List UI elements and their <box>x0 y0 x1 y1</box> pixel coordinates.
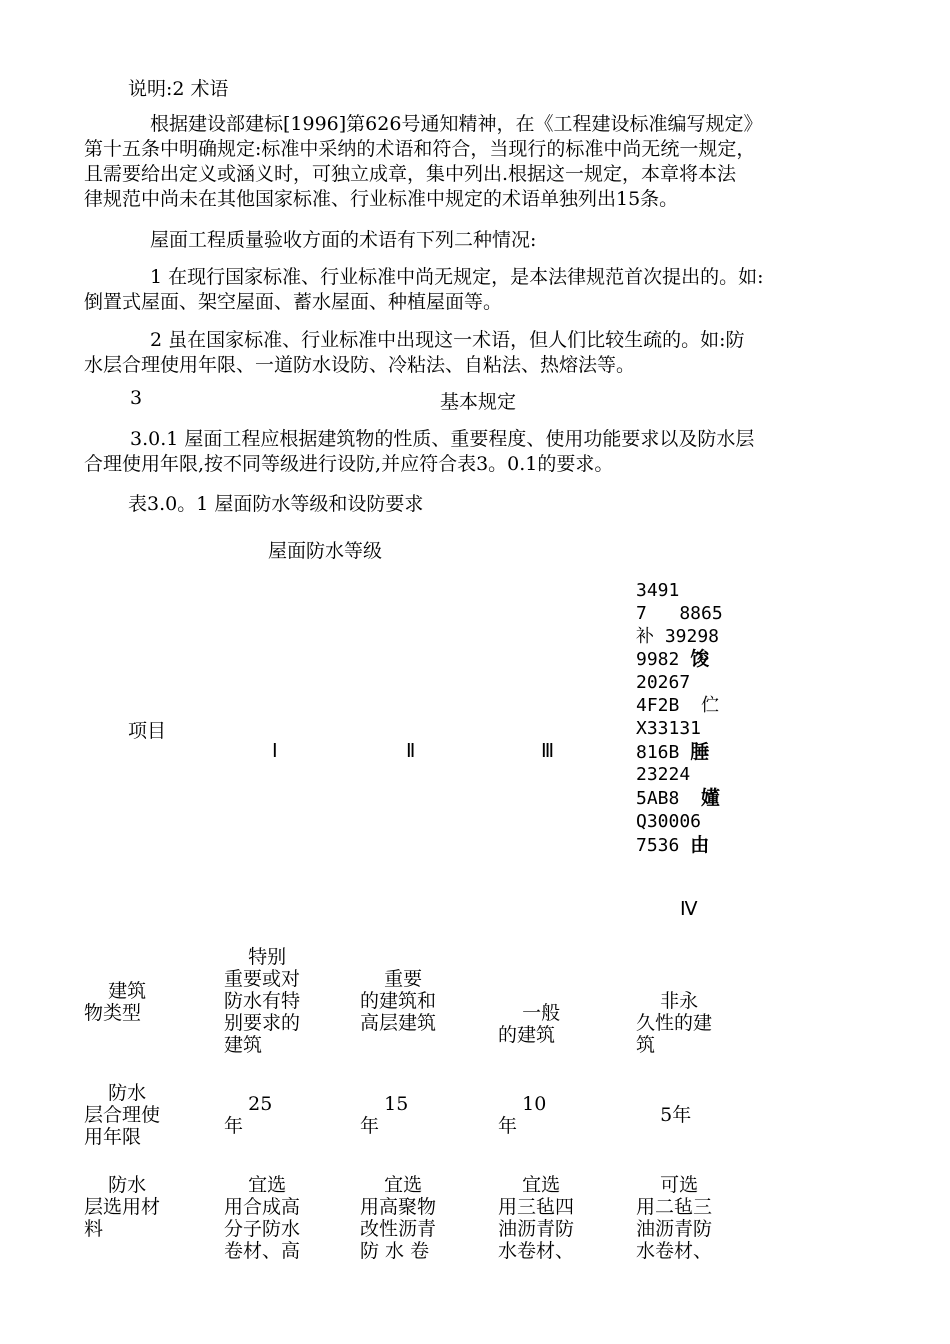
garbled-line: 补 39298 <box>636 625 720 647</box>
cell-line: 分子防水 <box>224 1218 301 1240</box>
para-line: 第十五条中明确规定:标准中采纳的术语和符合，当现行的标准中尚无统一规定， <box>84 138 756 160</box>
table-cell <box>360 968 436 1034</box>
garbled-line: 816B 腄 <box>636 740 710 763</box>
cell-line: 防水 <box>84 1174 147 1196</box>
level-2: Ⅱ <box>406 741 416 762</box>
table-cell <box>360 1093 408 1137</box>
level-3: Ⅲ <box>541 741 555 762</box>
garbled-line: 20267 <box>636 672 691 694</box>
cell-line: 久性的建 <box>636 1012 713 1034</box>
garbled-line: 7536 由 <box>636 833 710 856</box>
table-cell <box>498 1093 546 1137</box>
cell-line: 防水有特 <box>224 990 301 1012</box>
cell-line: 物类型 <box>84 1002 142 1024</box>
cell-line: 层选用材 <box>84 1196 161 1218</box>
garbled-line: X33131 <box>636 717 702 739</box>
cell-line: 重要或对 <box>224 968 301 990</box>
cell-line: 用年限 <box>84 1126 142 1148</box>
table-cell <box>498 1174 574 1262</box>
item-line: 水层合理使用年限、一道防水设防、冷粘法、自粘法、热熔法等。 <box>84 354 636 376</box>
cell-line: 10 <box>498 1093 547 1115</box>
cell-line: 防 水 卷 <box>360 1240 430 1262</box>
para-line: 律规范中尚未在其他国家标准、行业标准中规定的术语单独列出15条。 <box>84 188 679 210</box>
para-line: 根据建设部建标[1996]第626号通知精神，在《工程建设标准编写规定》 <box>150 113 763 135</box>
cell-line: 年 <box>498 1115 518 1137</box>
item-header: 项目 <box>128 720 167 742</box>
cell-line: 水卷材、 <box>498 1240 575 1262</box>
table-cell <box>224 1093 272 1137</box>
table-cell <box>636 990 712 1056</box>
cell-line: 的建筑和 <box>360 990 437 1012</box>
garbled-line: Q30006 <box>636 810 702 832</box>
clause-line: 合理使用年限,按不同等级进行设防,并应符合表3。0.1的要求。 <box>84 453 614 475</box>
cell-line: 料 <box>84 1218 104 1240</box>
cell-line: 用高聚物 <box>360 1196 437 1218</box>
garbled-line: 9982 馂 <box>636 648 710 671</box>
level-1: Ⅰ <box>272 741 278 762</box>
cell-line: 油沥青防 <box>636 1218 713 1240</box>
cell-line: 水卷材、 <box>636 1240 713 1262</box>
cell-line: 建筑 <box>224 1034 263 1056</box>
cell-line: 用二毡三 <box>636 1196 713 1218</box>
table-caption: 表3.0。1 屋面防水等级和设防要求 <box>128 493 424 515</box>
cell-line: 宜选 <box>498 1174 561 1196</box>
item-line: 2 虽在国家标准、行业标准中出现这一术语，但人们比较生疏的。如:防 <box>150 329 745 351</box>
clause-line: 3.0.1 屋面工程应根据建筑物的性质、重要程度、使用功能要求以及防水层 <box>130 428 755 450</box>
table-cell <box>498 1002 560 1046</box>
table-cell <box>224 946 300 1056</box>
garbled-line: 5AB8 嬞 <box>636 787 721 810</box>
para-line: 且需要给出定义或涵义时，可独立成章，集中列出.根据这一规定，本章将本法 <box>84 163 737 185</box>
cell-line: 特别 <box>224 946 287 968</box>
cell-line: 别要求的 <box>224 1012 301 1034</box>
cell-line: 非永 <box>636 990 699 1012</box>
table-cell <box>636 1174 712 1262</box>
garbled-line: 23224 <box>636 764 691 786</box>
cell-line: 宜选 <box>360 1174 423 1196</box>
row-label <box>84 1082 160 1148</box>
table-cell <box>636 1104 691 1126</box>
garbled-line: 3491 <box>636 580 680 601</box>
row-label <box>84 980 146 1024</box>
garbled-line: 4F2B 伫 <box>636 694 720 716</box>
table-cell <box>224 1174 300 1262</box>
cell-line: 卷材、高 <box>224 1240 301 1262</box>
cell-line: 可选 <box>636 1174 699 1196</box>
cell-line: 用合成高 <box>224 1196 301 1218</box>
cell-line: 一般 <box>498 1002 561 1024</box>
cell-line: 高层建筑 <box>360 1012 437 1034</box>
chapter-title: 基本规定 <box>440 391 517 413</box>
cell-line: 改性沥青 <box>360 1218 437 1240</box>
section-heading: 说明:2 术语 <box>128 78 229 100</box>
table-header-group: 屋面防水等级 <box>268 540 383 562</box>
row-label <box>84 1174 160 1240</box>
cell-line: 5年 <box>636 1104 692 1126</box>
cell-line: 油沥青防 <box>498 1218 575 1240</box>
cell-line: 用三毡四 <box>498 1196 575 1218</box>
cell-line: 年 <box>360 1115 380 1137</box>
paragraph-two-cases: 屋面工程质量验收方面的术语有下列二种情况: <box>150 229 537 251</box>
chapter-number: 3 <box>130 387 143 409</box>
cell-line: 宜选 <box>224 1174 287 1196</box>
cell-line: 防水 <box>84 1082 147 1104</box>
cell-line: 年 <box>224 1115 244 1137</box>
garbled-line: 7 8865 <box>636 602 723 624</box>
cell-line: 的建筑 <box>498 1024 556 1046</box>
item-line: 1 在现行国家标准、行业标准中尚无规定，是本法律规范首次提出的。如: <box>150 266 764 288</box>
garbled-text-block <box>636 580 723 858</box>
cell-line: 重要 <box>360 968 423 990</box>
cell-line: 25 <box>224 1093 273 1115</box>
item-line: 倒置式屋面、架空屋面、蓄水屋面、种植屋面等。 <box>84 291 503 313</box>
cell-line: 15 <box>360 1093 409 1115</box>
cell-line: 建筑 <box>84 980 147 1002</box>
cell-line: 筑 <box>636 1034 656 1056</box>
table-cell <box>360 1174 436 1262</box>
level-4: Ⅳ <box>680 899 698 920</box>
cell-line: 层合理使 <box>84 1104 161 1126</box>
